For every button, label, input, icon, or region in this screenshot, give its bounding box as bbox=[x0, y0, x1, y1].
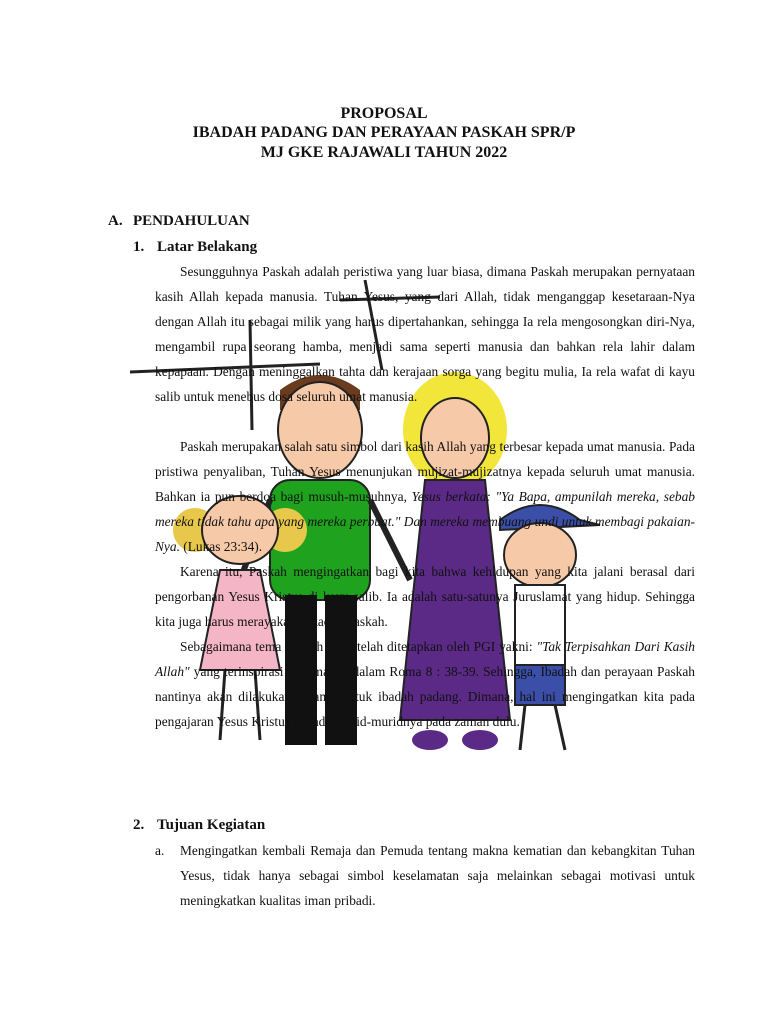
subsection-1-title: Latar Belakang bbox=[157, 239, 258, 255]
paragraph-4: Sebagaimana tema Paskah yang telah ditetapkan oleh PGI yakni: "Tak Terpisahkan Dari Kasih Allah" yang terinspirasi dari makna dalam Roma 8 : 38-39. Sehingga, Ibadah dan perayaan Paskah nantinya akan dilakukan dalam bentuk ibadah padang. Dimana, hal ini mengingatkan kita pada pengajaran Yesus Kristus kepada murid-muridnya pada zaman dulu. bbox=[155, 639, 695, 729]
paragraph-1: Sesungguhnya Paskah adalah peristiwa yang luar biasa, dimana Paskah merupakan pernyataan kasih Allah kepada manusia. Tuhan Yesus, yang dari Allah, tidak menganggap kesetaraan-Nya dengan Allah itu sebagai milik yang harus dipertahankan, sehingga Ia rela mengosongkan diri-Nya, mengambil rupa seorang hamba, menjadi sama seperti manusia dan bahkan rela lahir dalam kepapaan. Dengan meninggalkan tahta dan kerajaan sorga yang begitu mulia, Ia rela wafat di kayu salib untuk menebus dosa seluruh umat manusia. bbox=[155, 264, 695, 404]
title-line-2: IBADAH PADANG DAN PERAYAAN PASKAH SPR/P bbox=[192, 124, 576, 141]
paragraph-3: Karena itu, Paskah mengingatkan bagi kita bahwa kehidupan yang kita jalani berasal dari pengorbanan Yesus Kristus di kayu salib. Ia adalah satu-satunya Juruslamat yang hidup. Sehingga kita juga harus merayakan sukacita Paskah. bbox=[155, 564, 695, 629]
section-a-title: PENDAHULUAN bbox=[133, 213, 250, 229]
section-a-marker: A. bbox=[108, 213, 123, 229]
paragraph-2: Paskah merupakan salah satu simbol dari kasih Allah yang terbesar kepada umat manusia. Pada pristiwa penyaliban, Tuhan Yesus menunjukan mujizat-mujizatnya kepada seluruh umat manusia. Bahkan ia pun berdoa bagi musuh-musuhnya, Yesus berkata: "Ya Bapa, ampunilah mereka, sebab mereka tidak tahu apa yang mereka perbuat." Dan mereka membuang undi untuk membagi pakaian-Nya. (Lukas 23:34). bbox=[155, 439, 695, 554]
title-line-1: PROPOSAL bbox=[340, 105, 428, 122]
goal-a-marker: a. bbox=[155, 843, 165, 858]
subsection-1-marker: 1. bbox=[133, 239, 145, 255]
subsection-2-title: Tujuan Kegiatan bbox=[157, 817, 266, 833]
subsection-2-marker: 2. bbox=[133, 817, 145, 833]
goal-a-text: Mengingatkan kembali Remaja dan Pemuda tentang makna kematian dan kebangkitan Tuhan Yesus, tidak hanya sebagai simbol keselamatan saja melainkan sebagai motivasi untuk meningkatkan kualitas iman pribadi. bbox=[180, 843, 695, 908]
title-line-3: MJ GKE RAJAWALI TAHUN 2022 bbox=[260, 144, 508, 161]
